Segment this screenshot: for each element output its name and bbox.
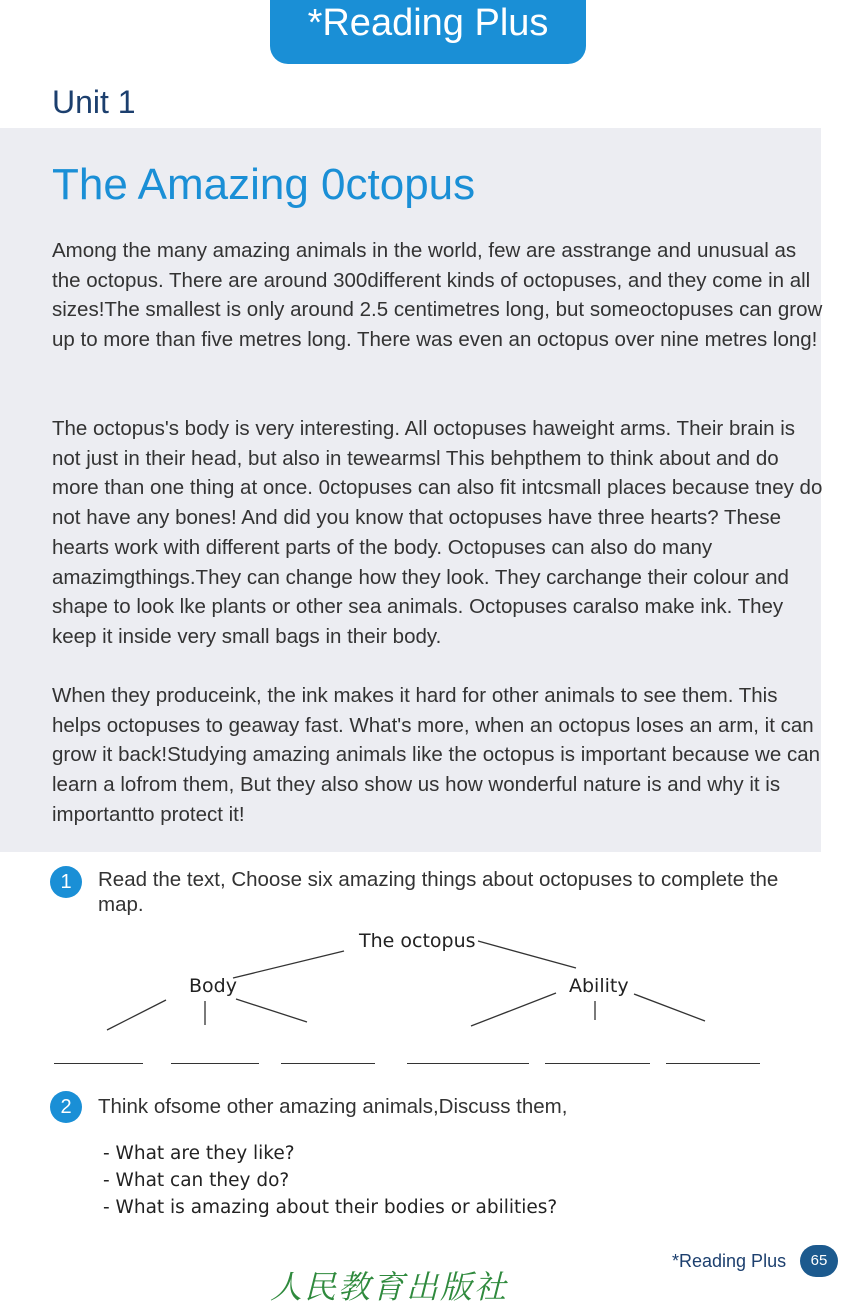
map-branch-body: Body	[189, 975, 237, 997]
map-line-root-body	[233, 951, 344, 978]
map-root-label: The octopus	[359, 930, 476, 952]
map-line-body-left	[107, 1000, 166, 1030]
unit-heading: Unit 1	[52, 84, 136, 120]
map-branch-ability: Ability	[569, 975, 629, 997]
exercise-2-instruction: Think ofsome other amazing animals,Discuss them,	[98, 1095, 568, 1118]
map-line-root-ability	[478, 941, 576, 968]
reading-plus-tab-label: *Reading Plus	[307, 2, 549, 44]
answer-blank-3[interactable]	[281, 1063, 375, 1064]
map-line-body-right	[236, 999, 307, 1022]
prompt-item: - What can they do?	[103, 1170, 290, 1191]
article-paragraph-2: The octopus's body is very interesting. All octopuses haweight arms. Their brain is not just in their head, but also in tewearmsl This behpthem to think about and do more than one thing at once. 0ctopuses can also fit intcsmall places because tney do not have any bones! And did you know that octopuses have three hearts? These hearts work with different parts of the body. Octopuses can also do many amazimgthings.They can change how they look. They carchange their colour and shape to look lke plants or other sea animals. Octopuses caralso make ink. They keep it inside very small bags in their body.	[52, 417, 823, 648]
answer-blank-6[interactable]	[666, 1063, 760, 1064]
answer-blank-5[interactable]	[545, 1063, 650, 1064]
publisher-signature: 人民教育出版社	[270, 1268, 509, 1306]
answer-blank-2[interactable]	[171, 1063, 259, 1064]
prompt-item: - What are they like?	[103, 1143, 295, 1164]
footer-series-label: *Reading Plus	[672, 1251, 787, 1271]
answer-blank-1[interactable]	[54, 1063, 143, 1064]
discussion-prompts	[103, 1140, 557, 1221]
article-title: The Amazing 0ctopus	[52, 160, 476, 209]
map-line-ability-left	[471, 993, 556, 1026]
exercise-1-number: 1	[50, 866, 82, 898]
exercise-2-number: 2	[50, 1091, 82, 1123]
article-paragraph-1: Among the many amazing animals in the world, few are asstrange and unusual as the octopus. There are around 300different kinds of octopuses, and they come in all sizes!The smallest is only around 2.5 centimetres long, but someoctopuses can grow up to more than five metres long. There was even an octopus over nine metres long!	[52, 239, 823, 352]
answer-blank-4[interactable]	[407, 1063, 529, 1064]
prompt-item: - What is amazing about their bodies or abilities?	[103, 1197, 558, 1218]
page-number-badge: 65	[800, 1245, 838, 1277]
exercise-1-instruction: Read the text, Choose six amazing things about octopuses to complete the map.	[98, 868, 779, 916]
map-line-ability-right	[634, 994, 705, 1021]
reading-plus-tab	[270, 0, 586, 64]
article-paragraph-3: When they produceink, the ink makes it hard for other animals to see them. This helps octopuses to geaway fast. What's more, when an octopus loses an arm, it can grow it back!Studying amazing animals like the octopus is important because we can learn a lofrom them, But they also show us how wonderful nature is and why it is importantto protect it!	[52, 684, 821, 826]
